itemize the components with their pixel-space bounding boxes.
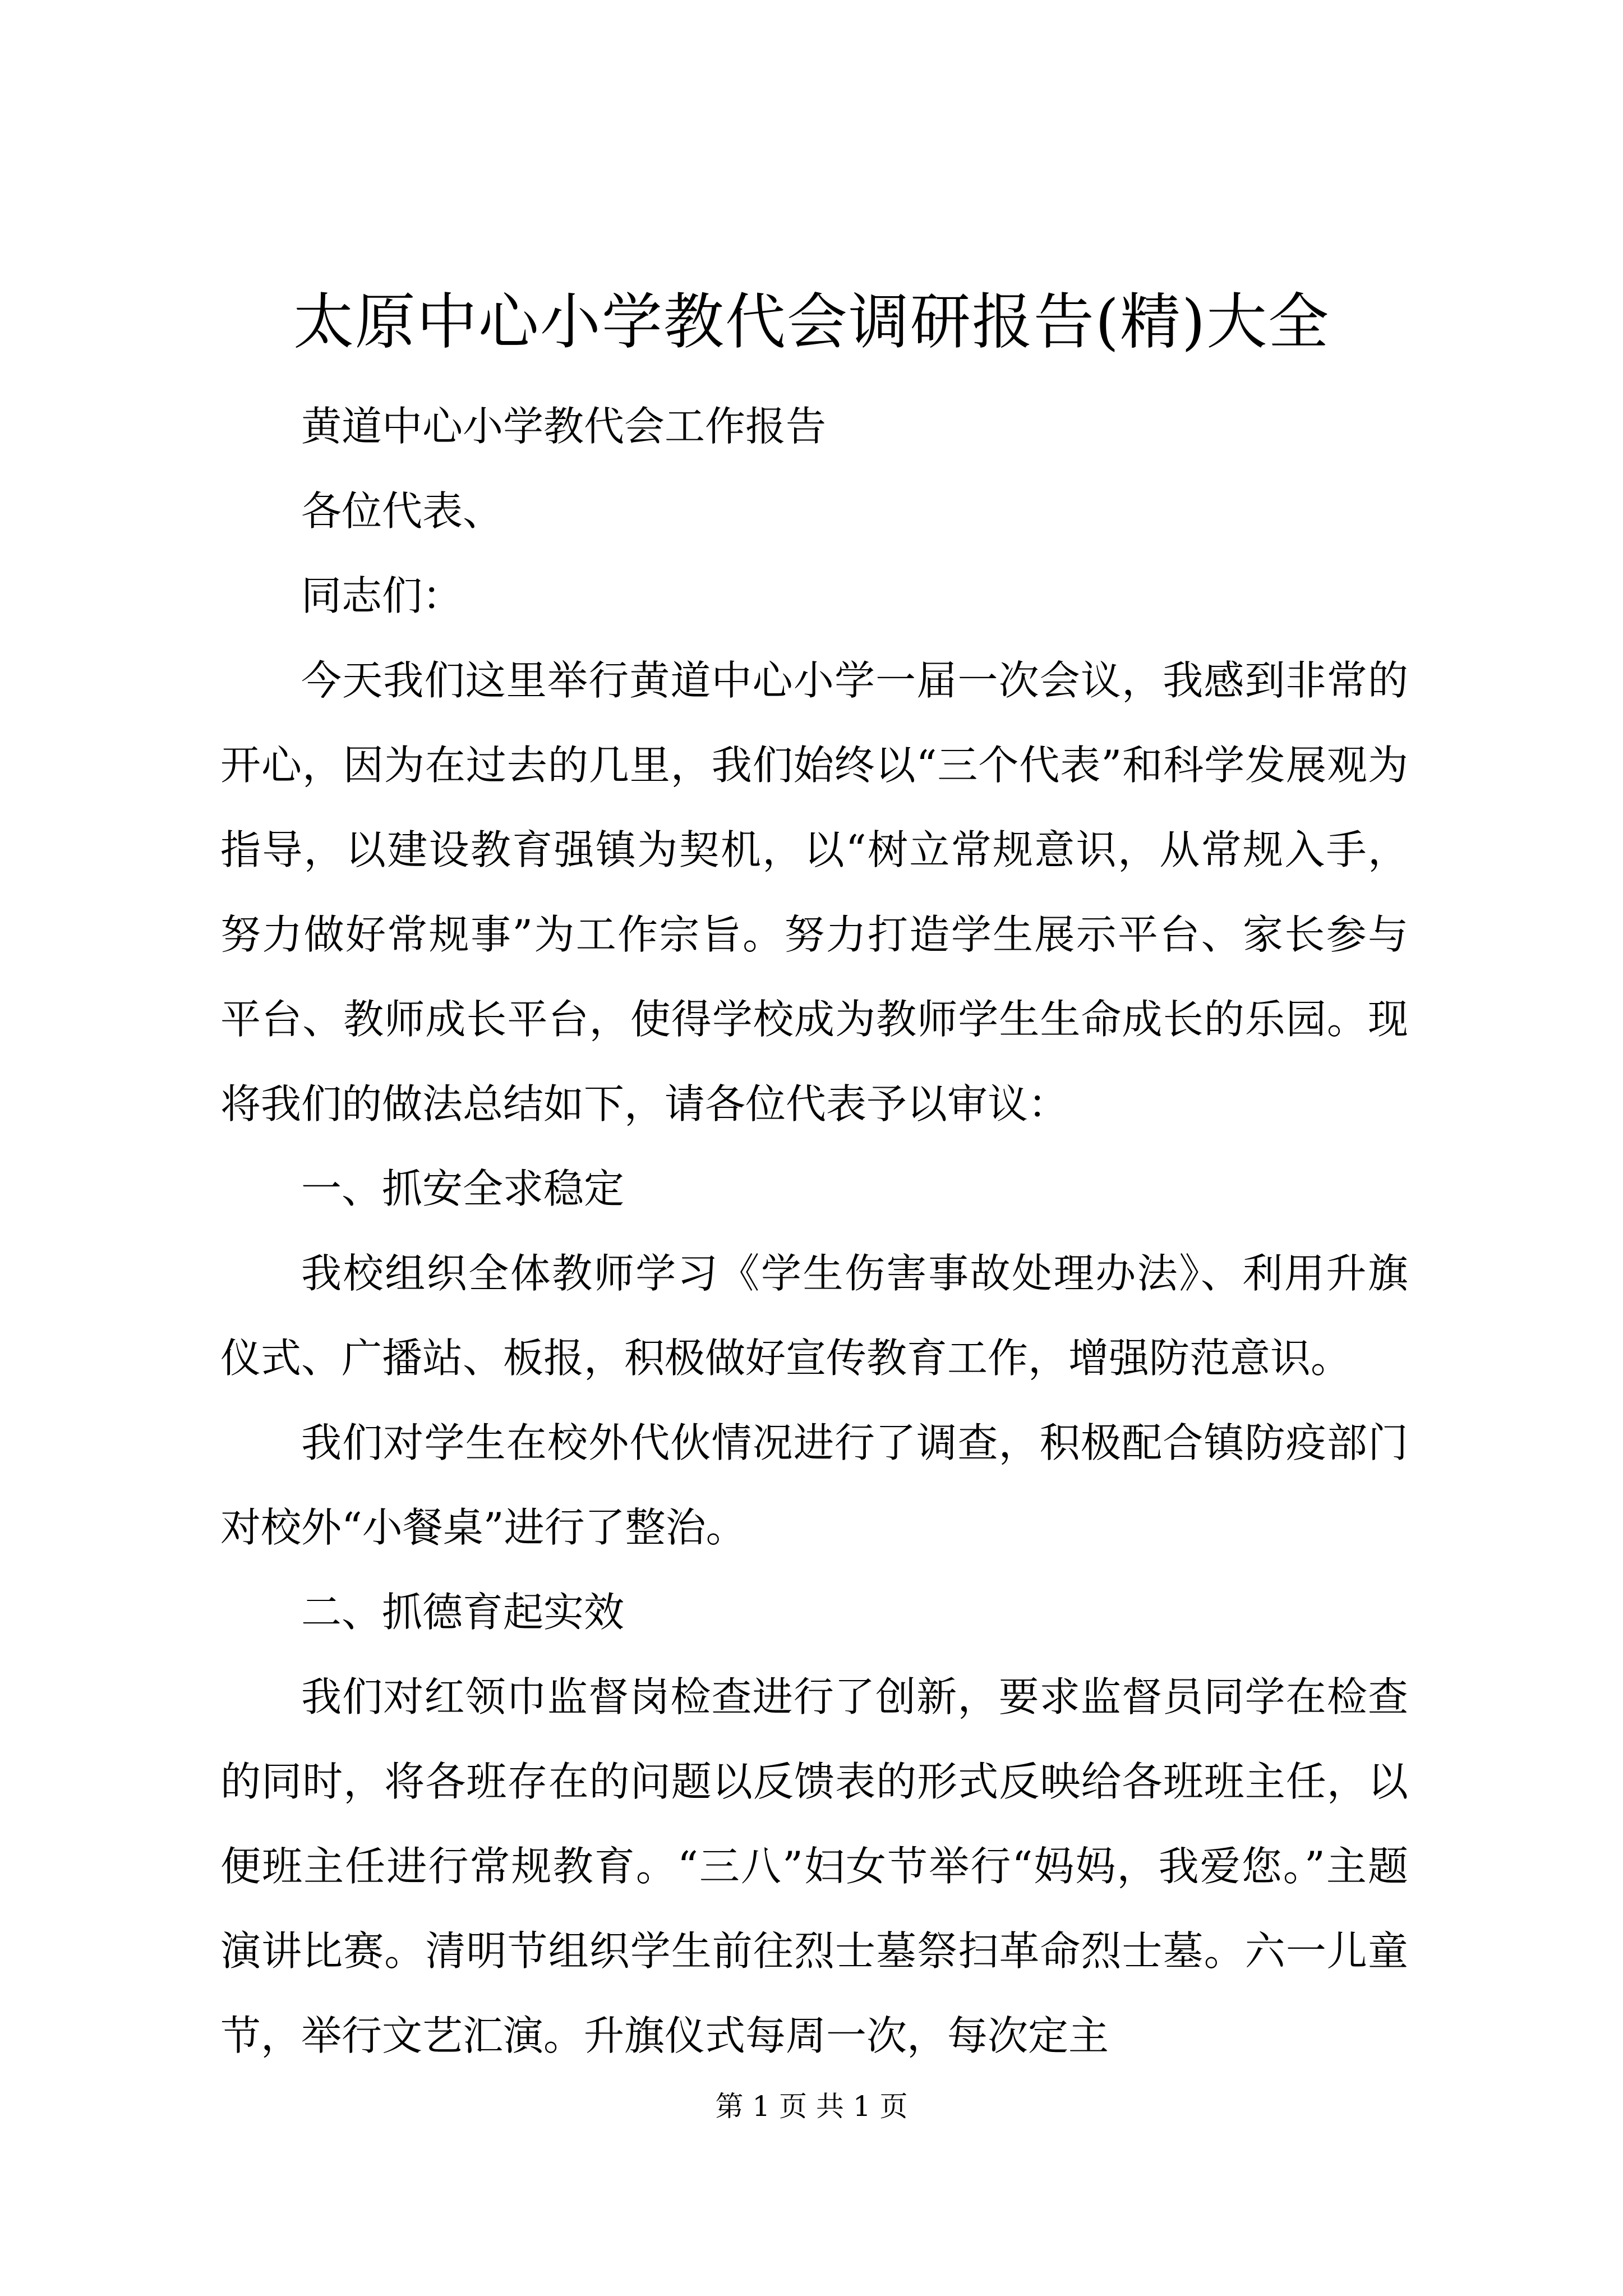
paragraph-moral-education: 我们对红领巾监督岗检查进行了创新，要求监督员同学在检查的同时，将各班存在的问题以反馈表的形式反映给各班班主任，以便班主任进行常规教育。“三八”妇女节举行“妈妈，我爱您。”主题演讲比赛。清明节组织学生前往烈士墓祭扫革命烈士墓。六一儿童节，举行文艺汇演。升旗仪式每周一次，每次定主 — [220, 1673, 1408, 2059]
paragraph-safety-1: 我校组织全体教师学习《学生伤害事故处理办法》、利用升旗仪式、广播站、板报，积极做好宣传教育工作，增强防范意识。 — [220, 1250, 1408, 1382]
page-footer: 第 1 页 共 1 页 — [715, 2090, 908, 2123]
section-heading-moral-education: 二、抓德育起实效 — [301, 1589, 625, 1636]
paragraph-salutation-2: 同志们： — [301, 572, 463, 619]
document-title: 太原中心小学教代会调研报告(精)大全 — [293, 287, 1330, 357]
paragraph-safety-2: 我们对学生在校外代伙情况进行了调查，积极配合镇防疫部门对校外“小餐桌”进行了整治。 — [220, 1419, 1408, 1551]
paragraph-report-heading: 黄道中心小学教代会工作报告 — [301, 403, 827, 450]
paragraph-salutation-1: 各位代表、 — [301, 487, 504, 535]
section-heading-safety: 一、抓安全求稳定 — [301, 1165, 625, 1212]
paragraph-intro: 今天我们这里举行黄道中心小学一届一次会议，我感到非常的开心，因为在过去的几里，我们始终以“三个代表”和科学发展观为指导，以建设教育强镇为契机，以“树立常规意识，从常规入手，努力做好常规事”为工作宗旨。努力打造学生展示平台、家长参与平台、教师成长平台，使得学校成为教师学生生命成长的乐园。现将我们的做法总结如下，请各位代表予以审议： — [220, 657, 1408, 1128]
document-body — [220, 384, 1408, 2078]
